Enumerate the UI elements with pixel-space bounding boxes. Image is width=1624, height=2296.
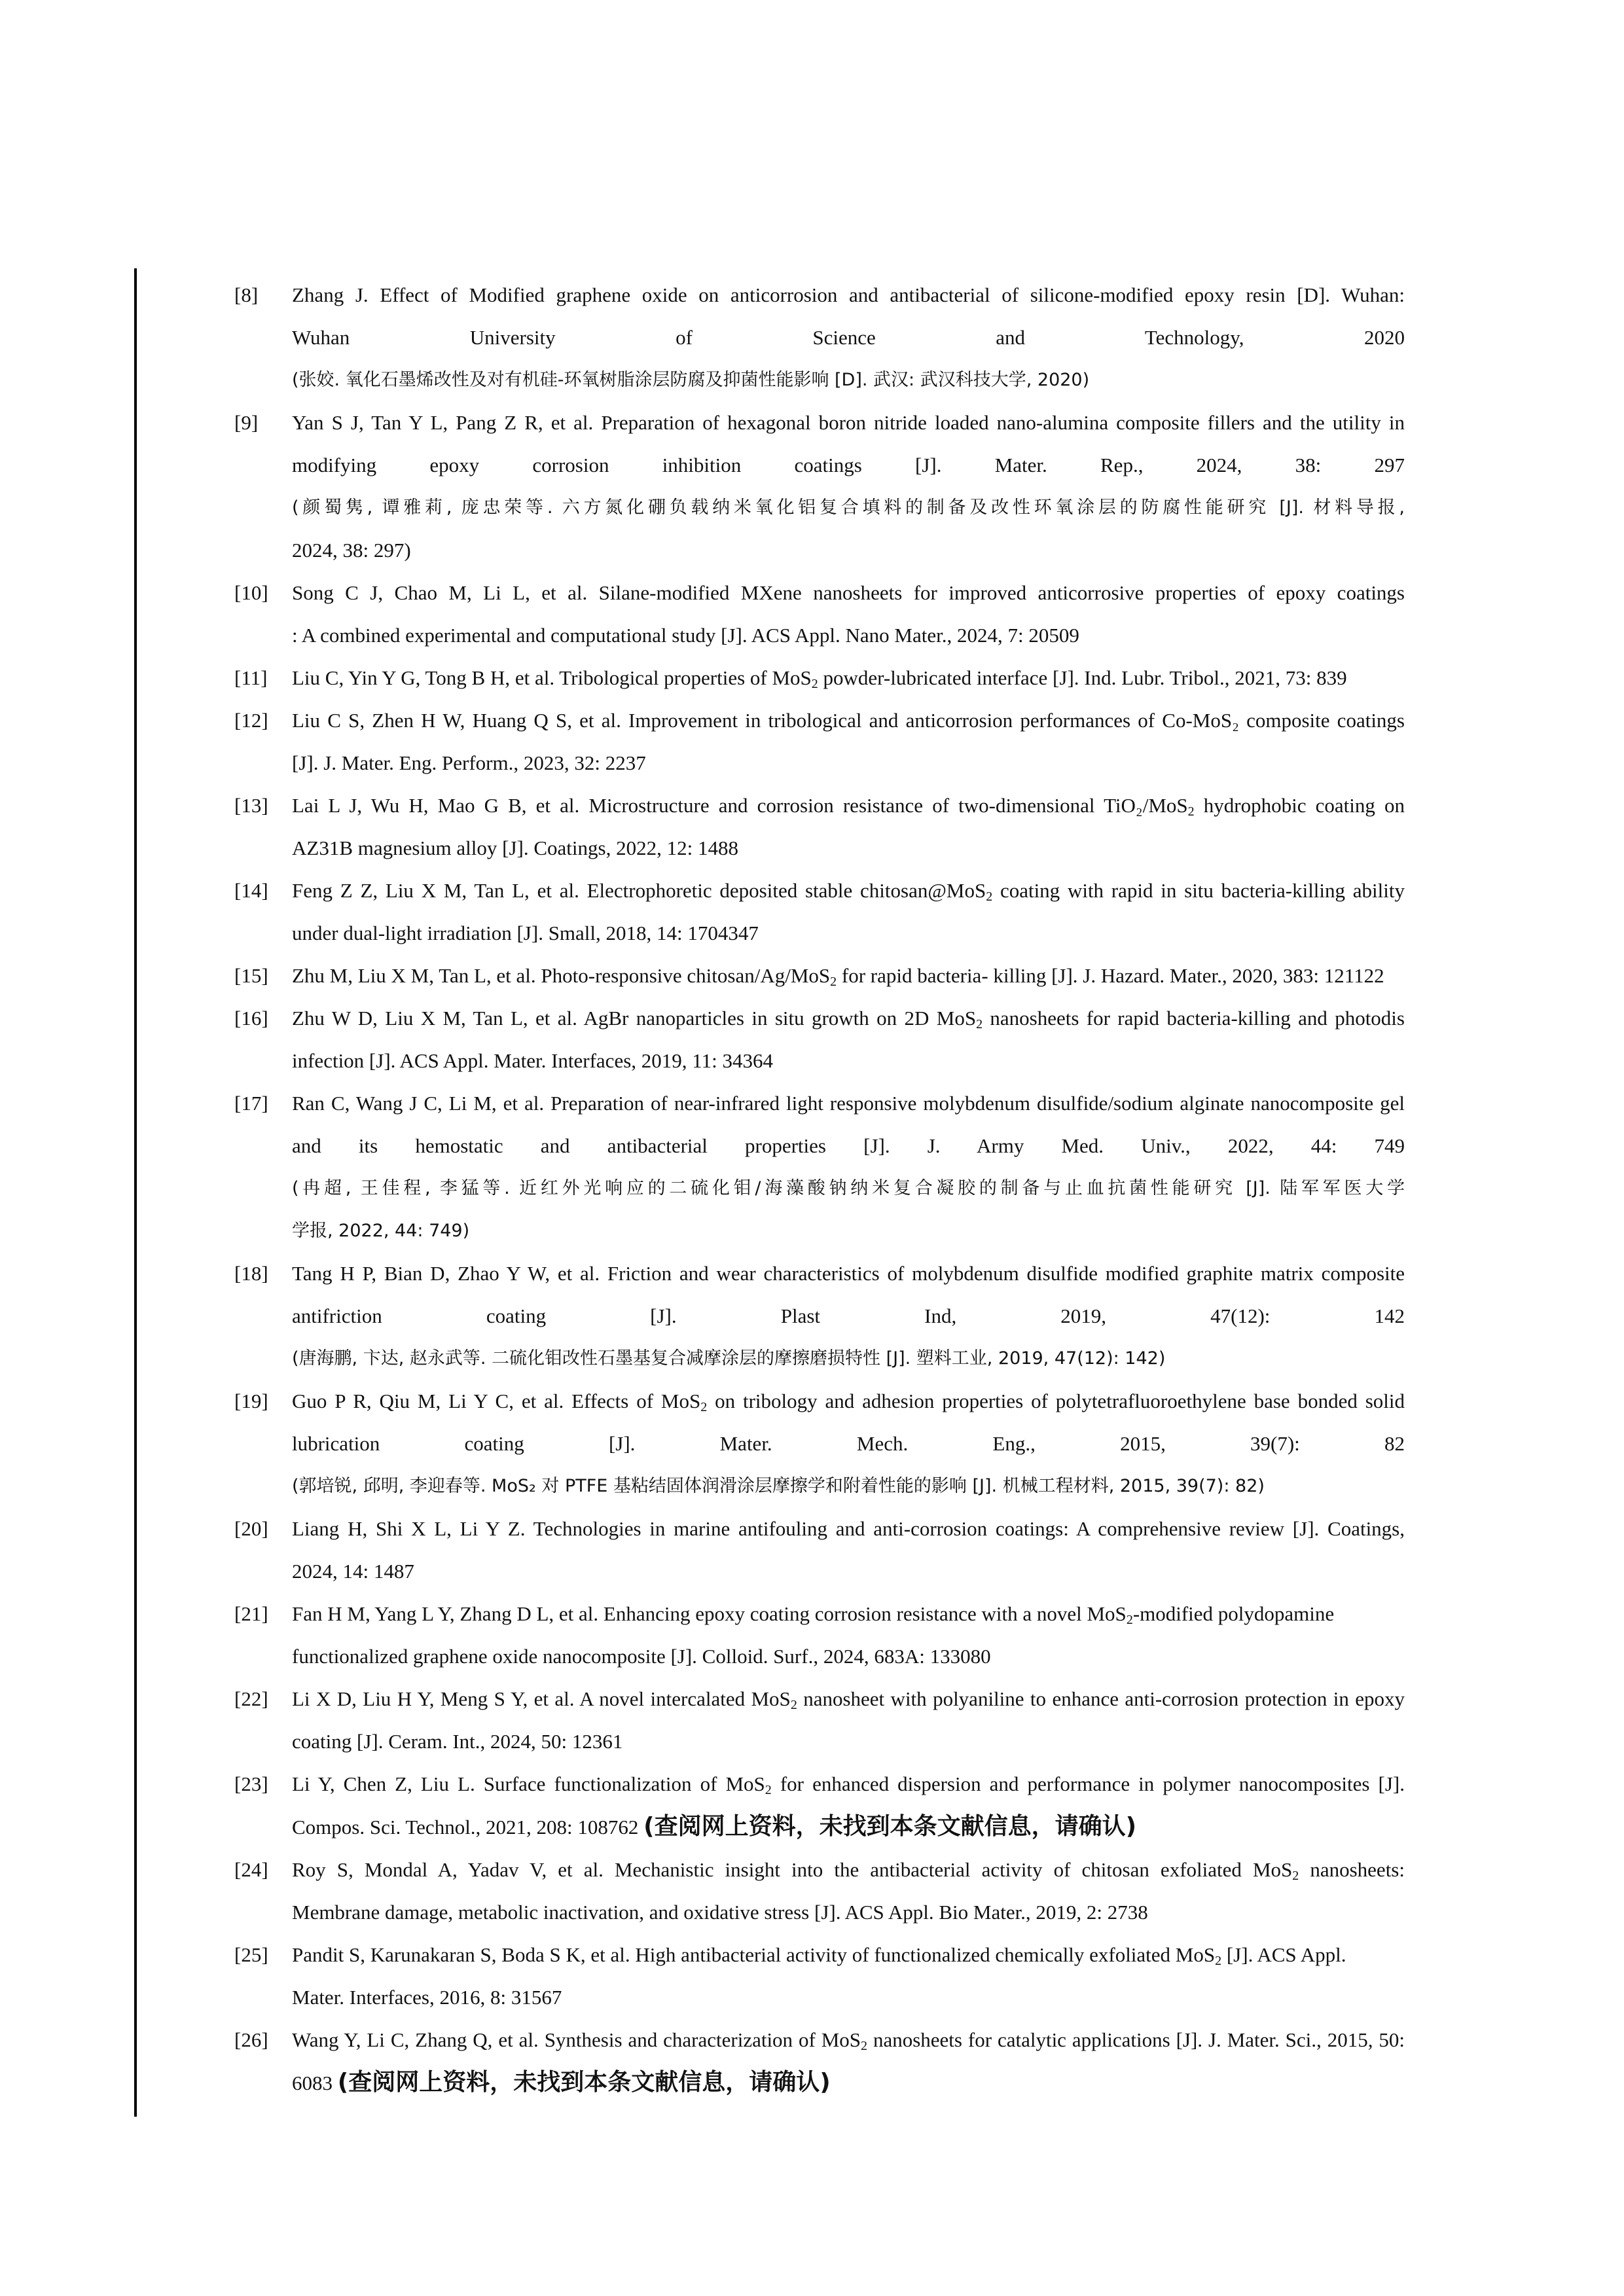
reference-text: Ran C, Wang J C, Li M, et al. Preparation of near-infrared light responsive molybdenum disulfide/sodium alginate nanocomposite gel xyxy=(292,1092,1405,1115)
reference-line xyxy=(292,954,1405,997)
reference-line xyxy=(292,2061,1405,2104)
reference-line xyxy=(292,1422,1405,1465)
subscript: 2 xyxy=(1292,1869,1299,1883)
reference-text: Wuhan University of Science and Technology, 2020 xyxy=(292,326,1405,349)
reference-text: (张姣. 氧化石墨烯改性及对有机硅-环氧树脂涂层防腐及抑菌性能影响 [D]. 武汉: 武汉科技大学, 2020) xyxy=(292,370,1090,390)
reference-text: for rapid bacteria- killing [J]. J. Hazard. Mater., 2020, 383: 121122 xyxy=(837,964,1384,987)
reference-text: Liu C S, Zhen H W, Huang Q S, et al. Improvement in tribological and anticorrosion performances of Co-MoS₂ composite coatings xyxy=(292,709,1405,732)
reference-item xyxy=(234,571,1405,656)
reference-line xyxy=(292,784,1405,827)
reference-line xyxy=(292,486,1405,529)
subscript: 2 xyxy=(861,2039,868,2053)
reference-text: Li X D, Liu H Y, Meng S Y, et al. A novel intercalated MoS xyxy=(292,1687,791,1710)
reference-item xyxy=(234,1592,1405,1677)
reference-text: nanosheet with polyaniline to enhance anti-corrosion protection in epoxy xyxy=(797,1687,1405,1710)
reference-line xyxy=(292,1039,1405,1082)
reference-number: [20] xyxy=(234,1517,268,1540)
reference-item xyxy=(234,274,1405,401)
reference-number: [8] xyxy=(234,283,259,306)
reference-text: lubrication coating [J]. Mater. Mech. Eng., 2015, 39(7): 82 xyxy=(292,1432,1405,1455)
reference-line xyxy=(292,1167,1405,1210)
reference-line xyxy=(292,742,1405,784)
margin-rule xyxy=(134,268,137,2117)
subscript: 2 xyxy=(811,677,818,691)
reference-line xyxy=(292,1124,1405,1167)
reference-line xyxy=(292,1763,1405,1805)
reference-text: : A combined experimental and computational study [J]. ACS Appl. Nano Mater., 2024, 7: 20509 xyxy=(292,624,1079,647)
reference-text: nanosheets for catalytic applications [J]. J. Mater. Sci., 2015, 50: xyxy=(867,2028,1405,2051)
reference-text: coating with rapid in situ bacteria-killing ability xyxy=(992,879,1405,902)
reference-line xyxy=(292,274,1405,316)
reference-number: [12] xyxy=(234,709,268,732)
reference-line xyxy=(292,614,1405,656)
editor-note: (查阅网上资料，未找到本条文献信息，请确认) xyxy=(643,1813,1137,1840)
reference-item xyxy=(234,784,1405,869)
reference-line xyxy=(292,1720,1405,1763)
subscript: 2 xyxy=(790,1698,797,1712)
reference-line xyxy=(292,869,1405,912)
reference-text: Song C J, Chao M, Li L, et al. Silane-modified MXene nanosheets for improved anticorrosive properties of epoxy coatings xyxy=(292,581,1405,604)
reference-line xyxy=(292,1933,1405,1976)
reference-text: Tang H P, Bian D, Zhao Y W, et al. Friction and wear characteristics of molybdenum disulfide modified graphite matrix composite xyxy=(292,1262,1405,1285)
reference-text: Zhu W D, Liu X M, Tan L, et al. AgBr nanoparticles in situ growth on 2D MoS xyxy=(292,1007,977,1030)
reference-number: [9] xyxy=(234,411,259,434)
reference-item xyxy=(234,1082,1405,1252)
reference-line xyxy=(292,316,1405,359)
reference-text: [J]. ACS Appl. xyxy=(1221,1943,1346,1966)
reference-line xyxy=(292,401,1405,444)
reference-item xyxy=(234,1933,1405,2018)
reference-text: nanosheets: xyxy=(1299,1858,1405,1881)
reference-number: [11] xyxy=(234,666,268,689)
reference-number: [19] xyxy=(234,1390,268,1412)
reference-number: [17] xyxy=(234,1092,268,1115)
reference-number: [24] xyxy=(234,1858,268,1881)
reference-number: [23] xyxy=(234,1772,268,1795)
reference-text: Feng Z Z, Liu X M, Tan L, et al. Electrophoretic deposited stable chitosan@MoS xyxy=(292,879,986,902)
reference-text: 6083 xyxy=(292,2072,338,2094)
reference-number: [26] xyxy=(234,2028,268,2051)
reference-text: and its hemostatic and antibacterial properties [J]. J. Army Med. Univ., 2022, 44: 749 xyxy=(292,1134,1405,1157)
reference-list xyxy=(234,274,1405,2104)
reference-number: [10] xyxy=(234,581,268,604)
subscript: 2 xyxy=(765,1783,772,1797)
reference-item xyxy=(234,1507,1405,1592)
reference-line xyxy=(292,571,1405,614)
reference-text: Liu C, Yin Y G, Tong B H, et al. Tribological properties of MoS xyxy=(292,666,812,689)
reference-text: functionalized graphene oxide nanocomposite [J]. Colloid. Surf., 2024, 683A: 133080 xyxy=(292,1645,991,1668)
subscript: 2 xyxy=(986,889,993,904)
reference-line xyxy=(292,827,1405,869)
reference-line xyxy=(292,1295,1405,1337)
subscript: 2 xyxy=(1187,804,1195,819)
reference-text: AZ31B magnesium alloy [J]. Coatings, 2022, 12: 1488 xyxy=(292,836,738,859)
reference-line xyxy=(292,1380,1405,1422)
reference-item xyxy=(234,401,1405,571)
reference-text: 2024, 38: 297) xyxy=(292,539,411,562)
reference-line xyxy=(292,1337,1405,1380)
reference-item xyxy=(234,699,1405,784)
reference-text: -modified polydopamine xyxy=(1132,1602,1335,1625)
reference-text: infection [J]. ACS Appl. Mater. Interfaces, 2019, 11: 34364 xyxy=(292,1049,773,1072)
reference-text: powder-lubricated interface [J]. Ind. Lubr. Tribol., 2021, 73: 839 xyxy=(818,666,1347,689)
reference-number: [13] xyxy=(234,794,268,817)
subscript: 2 xyxy=(1215,1954,1222,1968)
reference-line xyxy=(292,1805,1405,1848)
reference-text: on tribology and adhesion properties of polytetrafluoroethylene base bonded solid xyxy=(707,1390,1405,1412)
subscript: 2 xyxy=(700,1400,708,1414)
reference-line xyxy=(292,1252,1405,1295)
reference-number: [21] xyxy=(234,1602,268,1625)
reference-text: (颜蜀隽, 谭雅莉, 庞忠荣等. 六方氮化硼负载纳米氧化铝复合填料的制备及改性环氧涂层的防腐性能研究 [J]. 材料导报, xyxy=(292,497,1405,518)
reference-text: Fan H M, Yang L Y, Zhang D L, et al. Enhancing epoxy coating corrosion resistance with a novel MoS xyxy=(292,1602,1127,1625)
reference-item xyxy=(234,1763,1405,1848)
reference-line xyxy=(292,1465,1405,1507)
reference-text: (郭培锐, 邱明, 李迎春等. MoS₂ 对 PTFE 基粘结固体润滑涂层摩擦学和附着性能的影响 [J]. 机械工程材料, 2015, 39(7): 82) xyxy=(292,1476,1265,1496)
reference-line xyxy=(292,1082,1405,1124)
reference-text: Membrane damage, metabolic inactivation, and oxidative stress [J]. ACS Appl. Bio Mater., 2019, 2: 2738 xyxy=(292,1901,1148,1924)
reference-number: [22] xyxy=(234,1687,268,1710)
reference-text: [J]. J. Mater. Eng. Perform., 2023, 32: 2237 xyxy=(292,751,646,774)
reference-text: Guo P R, Qiu M, Li Y C, et al. Effects of MoS xyxy=(292,1390,701,1412)
reference-line xyxy=(292,359,1405,401)
reference-line xyxy=(292,1976,1405,2018)
reference-text: modifying epoxy corrosion inhibition coatings [J]. Mater. Rep., 2024, 38: 297 xyxy=(292,454,1405,476)
reference-number: [18] xyxy=(234,1262,268,1285)
reference-text: Zhang J. Effect of Modified graphene oxide on anticorrosion and antibacterial of silicone-modified epoxy resin [D]. Wuhan: xyxy=(292,283,1405,306)
reference-text: Li Y, Chen Z, Liu L. Surface functionalization of MoS xyxy=(292,1772,765,1795)
reference-line xyxy=(292,1550,1405,1592)
subscript: 2 xyxy=(1126,1613,1133,1627)
reference-line xyxy=(292,444,1405,486)
reference-line xyxy=(292,1635,1405,1677)
reference-text: Zhu M, Liu X M, Tan L, et al. Photo-responsive chitosan/Ag/MoS xyxy=(292,964,831,987)
reference-item xyxy=(234,2018,1405,2104)
reference-text: under dual-light irradiation [J]. Small, 2018, 14: 1704347 xyxy=(292,922,759,944)
reference-text: for enhanced dispersion and performance in polymer nanocomposites [J]. xyxy=(771,1772,1405,1795)
reference-number: [16] xyxy=(234,1007,268,1030)
editor-note: (查阅网上资料，未找到本条文献信息，请确认) xyxy=(337,2069,831,2096)
reference-line xyxy=(292,699,1405,742)
reference-item xyxy=(234,1848,1405,1933)
subscript: 2 xyxy=(976,1017,983,1031)
reference-line xyxy=(292,1677,1405,1720)
reference-text: nanosheets for rapid bacteria-killing and photodis xyxy=(983,1007,1405,1030)
reference-text: hydrophobic coating on xyxy=(1194,794,1405,817)
reference-number: [25] xyxy=(234,1943,268,1966)
reference-text: Liang H, Shi X L, Li Y Z. Technologies in marine antifouling and anti-corrosion coatings: A comprehensive review [J]. Coatings, xyxy=(292,1517,1405,1540)
reference-text: Yan S J, Tan Y L, Pang Z R, et al. Preparation of hexagonal boron nitride loaded nano-alumina composite fillers and the utility in xyxy=(292,411,1405,434)
reference-line xyxy=(292,1507,1405,1550)
reference-item xyxy=(234,869,1405,954)
reference-number: [15] xyxy=(234,964,268,987)
reference-text: coating [J]. Ceram. Int., 2024, 50: 12361 xyxy=(292,1730,623,1753)
reference-line xyxy=(292,2018,1405,2061)
reference-item xyxy=(234,1380,1405,1507)
reference-text: (冉超, 王佳程, 李猛等. 近红外光响应的二硫化钼/海藻酸钠纳米复合凝胶的制备与止血抗菌性能研究 [J]. 陆军军医大学 xyxy=(292,1178,1405,1198)
reference-line xyxy=(292,529,1405,571)
subscript: 2 xyxy=(830,975,837,989)
reference-line xyxy=(292,656,1405,699)
reference-text: Pandit S, Karunakaran S, Boda S K, et al. High antibacterial activity of functionalized chemically exfoliated MoS xyxy=(292,1943,1216,1966)
reference-line xyxy=(292,1210,1405,1252)
reference-item xyxy=(234,1252,1405,1380)
reference-text: 学报, 2022, 44: 749) xyxy=(292,1221,470,1241)
reference-text: 2024, 14: 1487 xyxy=(292,1560,414,1583)
reference-line xyxy=(292,997,1405,1039)
reference-line xyxy=(292,1592,1405,1635)
reference-text: Compos. Sci. Technol., 2021, 208: 108762 xyxy=(292,1816,644,1839)
reference-item xyxy=(234,954,1405,997)
reference-item xyxy=(234,656,1405,699)
reference-line xyxy=(292,912,1405,954)
reference-line xyxy=(292,1848,1405,1891)
reference-text: Roy S, Mondal A, Yadav V, et al. Mechanistic insight into the antibacterial activity of chitosan exfoliated MoS xyxy=(292,1858,1293,1881)
reference-text: Lai L J, Wu H, Mao G B, et al. Microstructure and corrosion resistance of two-dimensional TiO₂/MoS xyxy=(292,794,1188,817)
reference-text: antifriction coating [J]. Plast Ind, 2019, 47(12): 142 xyxy=(292,1304,1405,1327)
reference-number: [14] xyxy=(234,879,268,902)
reference-line xyxy=(292,1891,1405,1933)
reference-text: (唐海鹏, 卞达, 赵永武等. 二硫化钼改性石墨基复合减摩涂层的摩擦磨损特性 [J]. 塑料工业, 2019, 47(12): 142) xyxy=(292,1348,1166,1369)
reference-item xyxy=(234,1677,1405,1763)
reference-text: Wang Y, Li C, Zhang Q, et al. Synthesis and characterization of MoS xyxy=(292,2028,861,2051)
reference-text: Mater. Interfaces, 2016, 8: 31567 xyxy=(292,1986,562,2009)
reference-item xyxy=(234,997,1405,1082)
